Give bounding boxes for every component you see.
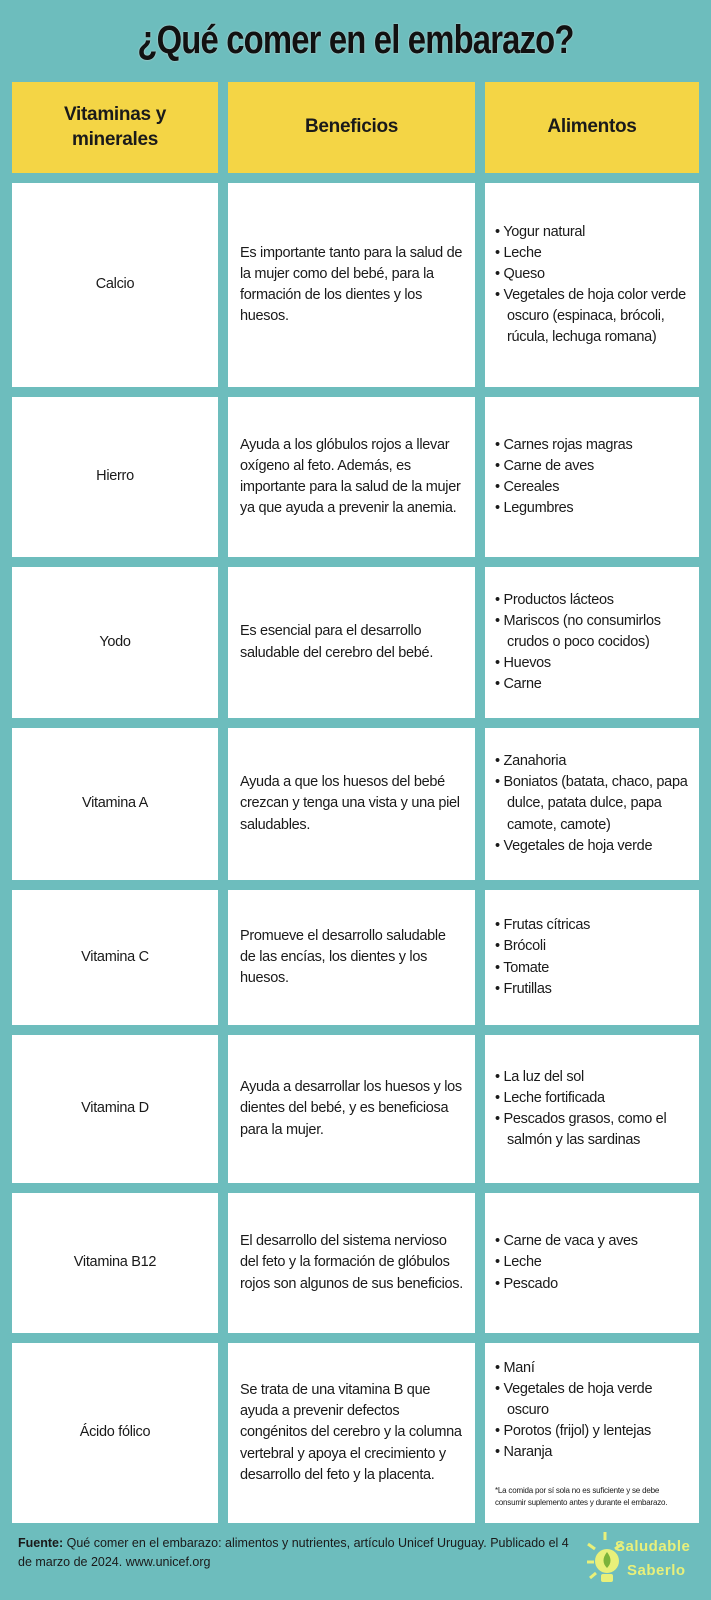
food-item: • Maní [495,1358,689,1379]
logo-text-line1: Saludable [615,1538,691,1555]
foods-list [495,1231,638,1294]
header-vitamins: Vitaminas y minerales [12,82,218,173]
benefit-text: Ayuda a desarrollar los huesos y los dientes del bebé, y es beneficiosa para la mujer. [228,1035,475,1183]
foods-cell [485,1343,699,1523]
food-item: • Frutas cítricas [495,915,590,936]
food-item: • Pescado [495,1274,638,1295]
foods-list [495,915,590,999]
foods-list [495,590,689,695]
foods-cell [485,183,699,387]
nutrient-name: Hierro [12,397,218,557]
benefit-text: Promueve el desarrollo saludable de las encías, los dientes y los huesos. [228,890,475,1025]
nutrient-name: Vitamina D [12,1035,218,1183]
foods-cell [485,567,699,718]
food-item: • Cereales [495,477,632,498]
food-item: • Zanahoria [495,751,689,772]
benefit-text: Es esencial para el desarrollo saludable del cerebro del bebé. [228,567,475,718]
food-item: • Huevos [495,653,689,674]
food-item: • Frutillas [495,979,590,1000]
benefit-text: Ayuda a que los huesos del bebé crezcan y tenga una vista y una piel saludables. [228,728,475,880]
benefit-text: Se trata de una vitamina B que ayuda a prevenir defectos congénitos del cerebro y la columna vertebral y apoya el crecimiento y desarrollo del feto y la placenta. [228,1343,475,1523]
food-item: • Carne de aves [495,456,632,477]
food-item: • Leche [495,1252,638,1273]
page-title: ¿Qué comer en el embarazo? [137,18,574,62]
saludable-saberlo-logo [585,1530,700,1590]
food-item: • Leche [495,243,689,264]
food-item: • Carne [495,674,689,695]
food-item: • Productos lácteos [495,590,689,611]
food-item: • Vegetales de hoja verde [495,836,689,857]
food-item: • Leche fortificada [495,1088,689,1109]
source-text: Qué comer en el embarazo: alimentos y nutrientes, artículo Unicef Uruguay. Publicado el 4 de marzo de 2024. www.unicef.org [18,1536,569,1570]
nutrient-name: Calcio [12,183,218,387]
foods-list [495,222,689,348]
nutrient-name: Yodo [12,567,218,718]
benefit-text: Ayuda a los glóbulos rojos a llevar oxígeno al feto. Además, es importante para la salud de la mujer ya que ayuda a prevenir la anemia. [228,397,475,557]
foods-list [495,751,689,856]
nutrient-name: Vitamina A [12,728,218,880]
food-item: • Carnes rojas magras [495,435,632,456]
food-item: • Legumbres [495,498,632,519]
logo-text-line2: Saberlo [627,1562,686,1579]
footnote: *La comida por sí sola no es suficiente y se debe consumir suplemento antes y durante el embarazo. [495,1486,668,1507]
food-item: • Queso [495,264,689,285]
foods-list [495,1067,689,1151]
foods-cell [485,728,699,880]
nutrition-table [12,82,699,1523]
source-label: Fuente: [18,1536,64,1550]
food-item: • Carne de vaca y aves [495,1231,638,1252]
food-item: • Naranja [495,1442,689,1463]
food-item: • Mariscos (no consumirlos crudos o poco cocidos) [495,611,689,653]
foods-cell [485,1035,699,1183]
benefit-text: Es importante tanto para la salud de la mujer como del bebé, para la formación de los dientes y los huesos. [228,183,475,387]
food-item: • Pescados grasos, como el salmón y las sardinas [495,1109,689,1151]
food-item: • Boniatos (batata, chaco, papa dulce, patata dulce, papa camote, camote) [495,772,689,835]
foods-cell [485,1193,699,1333]
foods-list [495,1358,689,1463]
food-item: • Vegetales de hoja verde oscuro [495,1379,689,1421]
foods-cell [485,397,699,557]
food-item: • Tomate [495,958,590,979]
foods-cell [485,890,699,1025]
food-item: • Yogur natural [495,222,689,243]
source-footer [18,1534,578,1573]
nutrient-name: Vitamina C [12,890,218,1025]
nutrient-name: Ácido fólico [12,1343,218,1523]
foods-list [495,435,632,519]
food-item: • La luz del sol [495,1067,689,1088]
food-item: • Porotos (frijol) y lentejas [495,1421,689,1442]
header-foods: Alimentos [485,82,699,173]
header-benefits: Beneficios [228,82,475,173]
nutrient-name: Vitamina B12 [12,1193,218,1333]
food-item: • Vegetales de hoja color verde oscuro (espinaca, brócoli, rúcula, lechuga romana) [495,285,689,348]
food-item: • Brócoli [495,936,590,957]
benefit-text: El desarrollo del sistema nervioso del feto y la formación de glóbulos rojos son algunos de sus beneficios. [228,1193,475,1333]
